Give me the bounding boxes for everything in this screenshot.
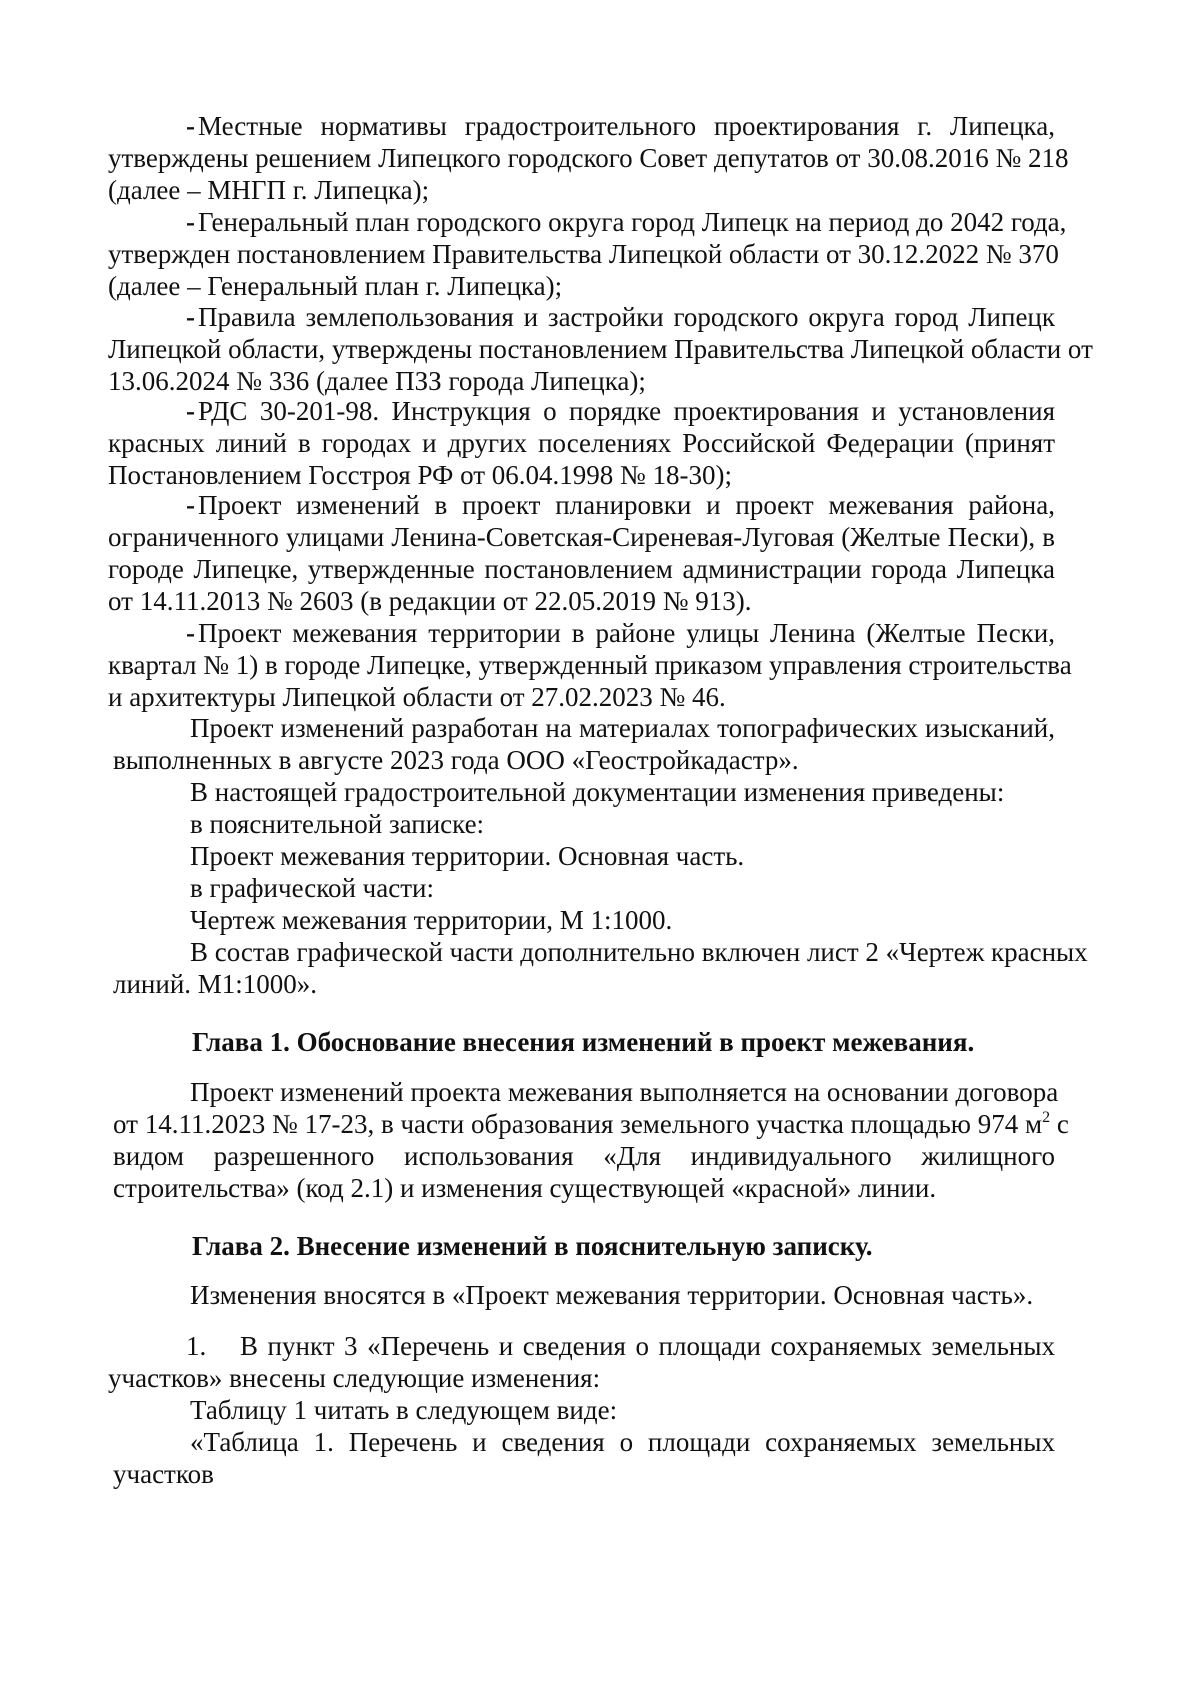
paragraph-line: Проект изменений проекта межевания выполняется на основании договора: [190, 1077, 1059, 1107]
list-item-line: красных линий в городах и других поселениях Российской Федерации (принят: [108, 428, 1055, 458]
paragraph-line: видом разрешенного использования «Для индивидуального жилищного: [113, 1141, 1055, 1171]
list-item-line: РДС 30-201-98. Инструкция о порядке проектирования и установления: [198, 396, 1055, 426]
list-item-line: 13.06.2024 № 336 (далее ПЗЗ города Липецка);: [108, 366, 646, 396]
list-item-line: Генеральный план городского округа город Липецк на период до 2042 года,: [198, 207, 1067, 237]
list-item-line: Местные нормативы градостроительного проектирования г. Липецка,: [198, 111, 1055, 141]
paragraph-line: от 14.11.2023 № 17-23, в части образования земельного участка площадью 974 $м^2$ с: [113, 1109, 1069, 1139]
dash-marker: -: [186, 618, 195, 648]
chapter-1-heading: Глава 1. Обоснование внесения изменений в проект межевания.: [192, 1027, 975, 1057]
paragraph-line: Проект изменений разработан на материалах топографических изысканий,: [190, 713, 1055, 743]
list-item-line: квартал № 1) в городе Липецке, утвержденный приказом управления строительства: [108, 650, 1072, 680]
superscript: 2: [1042, 1109, 1051, 1126]
list-item-line: и архитектуры Липецкой области от 27.02.2023 № 46.: [108, 682, 726, 712]
dash-marker: -: [186, 396, 195, 426]
chapter-2-intro: Изменения вносятся в «Проект межевания территории. Основная часть».: [190, 1280, 1034, 1310]
paragraph-line: в графической части:: [190, 873, 434, 903]
list-item-line: Правила землепользования и застройки городского округа город Липецк: [198, 302, 1055, 332]
list-item-line: Липецкой области, утверждены постановлением Правительства Липецкой области от: [108, 334, 1093, 364]
paragraph-line: участков» внесены следующие изменения:: [108, 1363, 601, 1393]
chapter-2-heading: Глава 2. Внесение изменений в пояснительную записку.: [192, 1231, 873, 1261]
dash-marker: -: [186, 111, 195, 141]
list-item-line: от 14.11.2013 № 2603 (в редакции от 22.05.2019 № 913).: [108, 586, 752, 616]
list-item-line: Проект изменений в проект планировки и проект межевания района,: [198, 490, 1055, 520]
list-item-line: ограниченного улицами Ленина-Советская-Сиреневая-Луговая (Желтые Пески), в: [108, 522, 1055, 552]
list-item-line: (далее – Генеральный план г. Липецка);: [108, 271, 563, 301]
list-item-line: утверждены решением Липецкого городского Совет депутатов от 30.08.2016 № 218: [108, 143, 1069, 173]
paragraph-line: Проект межевания территории. Основная часть.: [190, 841, 745, 871]
paragraph-line: выполненных в августе 2023 года ООО «Геостройкадастр».: [113, 745, 799, 775]
dash-marker: -: [186, 490, 195, 520]
paragraph-line: линий. М1:1000».: [113, 969, 318, 999]
paragraph-line: Таблицу 1 читать в следующем виде:: [190, 1395, 618, 1425]
paragraph-line: В настоящей градостроительной документации изменения приведены:: [190, 777, 1005, 807]
list-item-line: утвержден постановлением Правительства Липецкой области от 30.12.2022 № 370: [108, 239, 1059, 269]
paragraph-line: участков: [113, 1459, 214, 1489]
list-item-line: городе Липецке, утвержденные постановлением администрации города Липецка: [108, 554, 1055, 584]
list-item-line: Постановлением Госстроя РФ от 06.04.1998 № 18-30);: [108, 460, 733, 490]
list-item-line: (далее – МНГП г. Липецка);: [108, 175, 430, 205]
paragraph-line: Чертеж межевания территории, М 1:1000.: [190, 905, 673, 935]
list-item-line: Проект межевания территории в районе улицы Ленина (Желтые Пески,: [198, 618, 1055, 648]
paragraph-line: в пояснительной записке:: [190, 809, 485, 839]
paragraph-line: «Таблица 1. Перечень и сведения о площади сохраняемых земельных: [190, 1427, 1055, 1457]
dash-marker: -: [186, 207, 195, 237]
paragraph-line: строительства» (код 2.1) и изменения существующей «красной» линии.: [113, 1173, 937, 1203]
paragraph-line: В состав графической части дополнительно включен лист 2 «Чертеж красных: [190, 937, 1088, 967]
dash-marker: -: [186, 302, 195, 332]
item-number: 1.: [186, 1331, 207, 1361]
paragraph-line: В пункт 3 «Перечень и сведения о площади сохраняемых земельных: [240, 1331, 1055, 1361]
